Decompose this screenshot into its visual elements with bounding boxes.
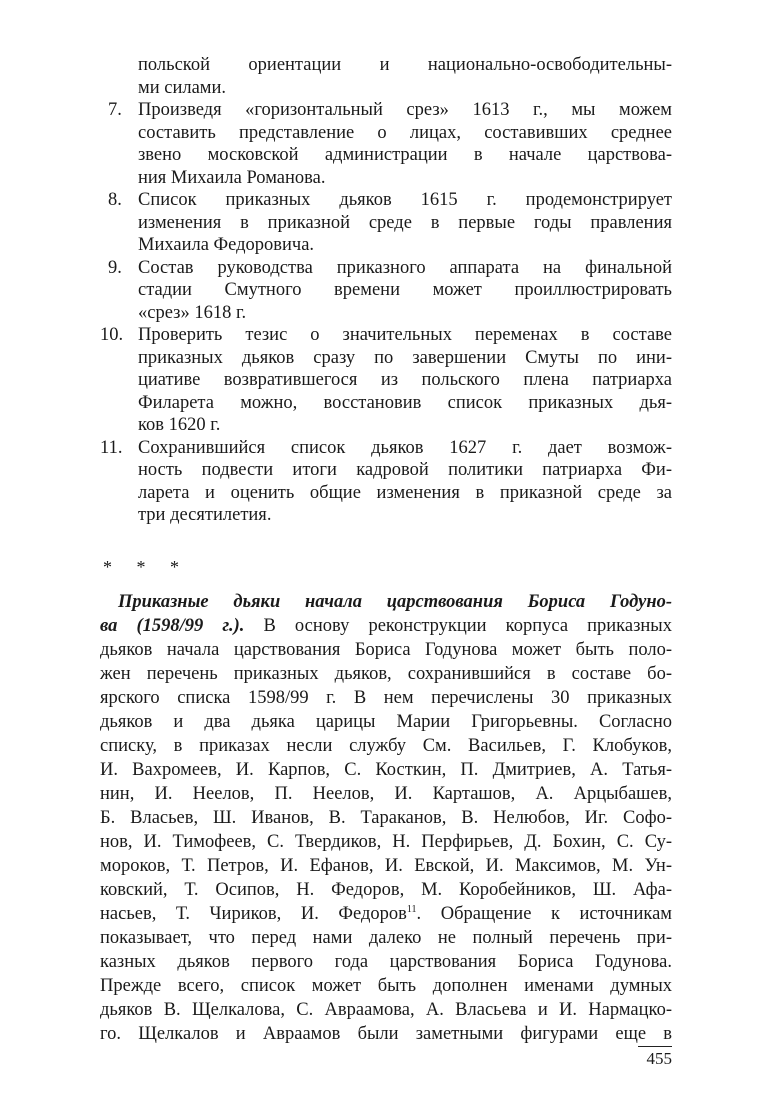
list-item-line: Проверить тезис о значительных переменах в составе bbox=[138, 325, 672, 345]
list-item-line: ния Михаила Романова. bbox=[138, 167, 326, 188]
list-item-line: циативе возвратившегося из польского плена патриарха bbox=[138, 370, 672, 390]
list-item-line: Список приказных дьяков 1615 г. продемонстрирует bbox=[138, 190, 672, 210]
list-item-number: 11. bbox=[100, 437, 123, 458]
list-item-line: Сохранившийся список дьяков 1627 г. дает возмож- bbox=[138, 437, 672, 458]
list-item-line: приказных дьяков сразу по завершении Смуты по ини- bbox=[138, 347, 672, 368]
list-item-line: Состав руководства приказного аппарата на финальной bbox=[138, 257, 672, 278]
list-item-line: «срез» 1618 г. bbox=[138, 302, 247, 323]
section-separator: * * * bbox=[103, 557, 189, 577]
paragraph-line bbox=[100, 903, 672, 925]
paragraph-line: мороков, Т. Петров, И. Ефанов, И. Евской, И. Максимов, М. Ун- bbox=[100, 856, 672, 876]
paragraph-line: Прежде всего, список может быть дополнен именами думных bbox=[100, 976, 672, 996]
paragraph-line: казных дьяков первого года царствования Бориса Годунова. bbox=[100, 952, 672, 972]
paragraph-heading: Приказные дьяки начала царствования Бориса Годуно- bbox=[118, 592, 672, 612]
list-item-line: стадии Смутного времени может проиллюстрировать bbox=[138, 280, 672, 300]
list-continuation-line: ми силами. bbox=[138, 77, 227, 98]
paragraph-text: . Обращение к источникам bbox=[416, 904, 672, 924]
list-item-line: Михаила Федоровича. bbox=[138, 235, 315, 255]
list-item-number: 8. bbox=[108, 190, 122, 210]
paragraph-heading-end: ва (1598/99 г.). bbox=[100, 616, 245, 636]
list-item-line: ларета и оценить общие изменения в приказной среде за bbox=[138, 482, 672, 503]
paragraph-text: В основу реконструкции корпуса приказных bbox=[244, 616, 672, 636]
list-item-number: 7. bbox=[108, 100, 122, 120]
footnote-reference[interactable]: 11 bbox=[406, 903, 417, 915]
paragraph-line: ярского списка 1598/99 г. В нем перечислены 30 приказных bbox=[100, 688, 672, 708]
paragraph-line: нин, И. Неелов, П. Неелов, И. Карташов, А. Арцыбашев, bbox=[100, 784, 672, 804]
paragraph-line: дьяков В. Щелкалова, С. Авраамова, А. Власьева и И. Нармацко- bbox=[100, 1000, 672, 1020]
list-item-line: три десятилетия. bbox=[138, 505, 272, 525]
paragraph-heading-line bbox=[118, 591, 672, 613]
paragraph-line: жен перечень приказных дьяков, сохранившийся в составе бо- bbox=[100, 664, 672, 684]
paragraph-line: Б. Власьев, Ш. Иванов, В. Тараканов, В. Нелюбов, Иг. Софо- bbox=[100, 808, 672, 828]
list-item-line: составить представление о лицах, составивших среднее bbox=[138, 122, 672, 143]
paragraph-line: нов, И. Тимофеев, С. Твердиков, Н. Перфирьев, Д. Бохин, С. Су- bbox=[100, 832, 672, 852]
list-item-line: ность подвести итоги кадровой политики патриарха Фи- bbox=[138, 460, 672, 480]
list-continuation-line: польской ориентации и национально-освободительны- bbox=[138, 55, 672, 75]
paragraph-text: насьев, Т. Чириков, И. Федоров bbox=[100, 904, 407, 924]
list-item-line: Филарета можно, восстановив список приказных дья- bbox=[138, 392, 672, 413]
paragraph-line: го. Щелкалов и Авраамов были заметными фигурами еще в bbox=[100, 1024, 672, 1044]
page-number: 455 bbox=[638, 1046, 672, 1069]
paragraph-line: ковский, Т. Осипов, Н. Федоров, М. Коробейников, Ш. Афа- bbox=[100, 880, 672, 900]
paragraph-line: дьяков начала царствования Бориса Годунова может быть поло- bbox=[100, 640, 672, 660]
list-item-number: 9. bbox=[108, 257, 122, 278]
list-item-number: 10. bbox=[100, 325, 124, 345]
paragraph-line bbox=[100, 615, 672, 637]
list-item-line: звено московской администрации в начале царствова- bbox=[138, 145, 672, 165]
paragraph-line: дьяков и два дьяка царицы Марии Григорьевны. Согласно bbox=[100, 712, 672, 732]
paragraph-line: показывает, что перед нами далеко не полный перечень при- bbox=[100, 928, 672, 948]
paragraph-line: И. Вахромеев, И. Карпов, С. Косткин, П. Дмитриев, А. Татья- bbox=[100, 760, 672, 780]
list-item-line: Произведя «горизонтальный срез» 1613 г., мы можем bbox=[138, 100, 672, 120]
list-item-line: ков 1620 г. bbox=[138, 415, 221, 435]
paragraph-line: списку, в приказах несли службу См. Васильев, Г. Клобуков, bbox=[100, 736, 672, 756]
list-item-line: изменения в приказной среде в первые годы правления bbox=[138, 212, 672, 233]
